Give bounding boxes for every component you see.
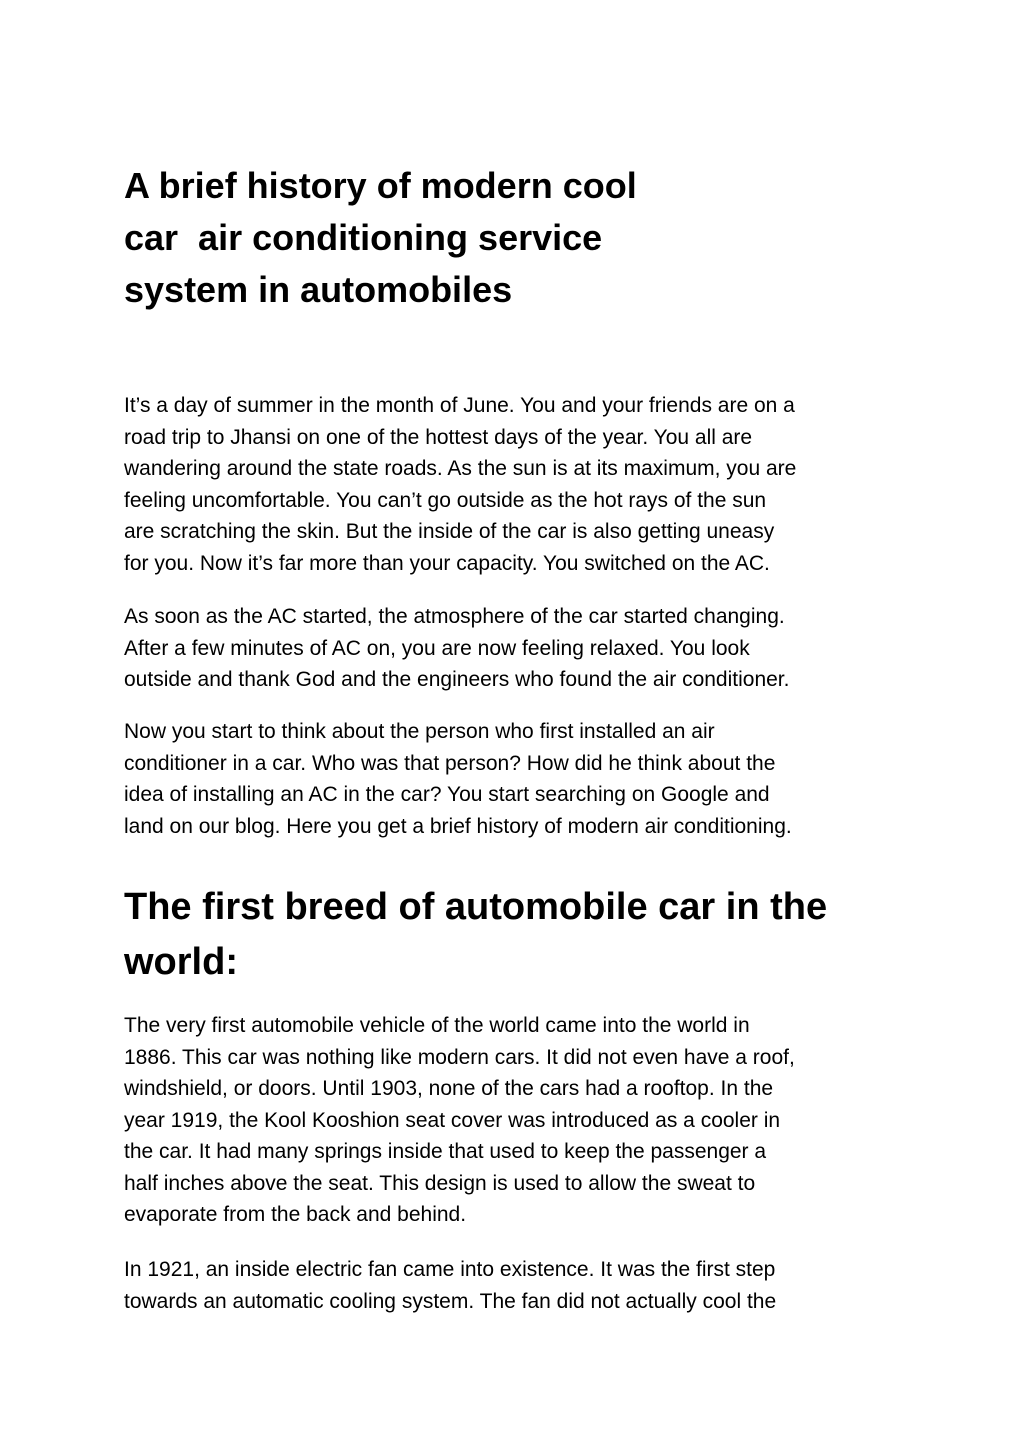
section-heading: [124, 880, 894, 990]
text-line: road trip to Jhansi on one of the hottest days of the year. You all are: [124, 425, 753, 449]
text-line: feeling uncomfortable. You can’t go outside as the hot rays of the sun: [124, 488, 767, 512]
text-line: As soon as the AC started, the atmosphere of the car started changing.: [124, 605, 785, 628]
text-line: the car. It had many springs inside that used to keep the passenger a: [124, 1140, 767, 1163]
text-line: conditioner in a car. Who was that person? How did he think about the: [124, 751, 776, 775]
text-line: 1886. This car was nothing like modern cars. It did not even have a roof,: [124, 1045, 795, 1069]
text-line: wandering around the state roads. As the sun is at its maximum, you are: [124, 457, 797, 480]
text-line: for you. Now it’s far more than your capacity. You switched on the AC.: [124, 551, 770, 575]
title-line: system in automobiles: [124, 269, 513, 310]
electric-fan-paragraph: [124, 1254, 894, 1317]
history-question-paragraph: [124, 716, 894, 842]
text-line: land on our blog. Here you get a brief history of modern air conditioning.: [124, 814, 792, 838]
intro-paragraph: [124, 390, 894, 579]
text-line: half inches above the seat. This design is used to allow the sweat to: [124, 1171, 756, 1195]
text-line: outside and thank God and the engineers who found the air conditioner.: [124, 668, 790, 691]
text-line: It’s a day of summer in the month of June. You and your friends are on a: [124, 394, 795, 417]
text-line: After a few minutes of AC on, you are now feeling relaxed. You look: [124, 636, 750, 660]
heading-line: The first breed of automobile car in the: [124, 886, 828, 928]
text-line: idea of installing an AC in the car? You start searching on Google and: [124, 783, 770, 806]
text-line: evaporate from the back and behind.: [124, 1203, 467, 1226]
text-line: windshield, or doors. Until 1903, none of the cars had a rooftop. In the: [124, 1077, 774, 1100]
title-line: car air conditioning service: [124, 217, 603, 258]
ac-started-paragraph: [124, 601, 894, 696]
heading-line: world:: [124, 941, 238, 983]
text-line: In 1921, an inside electric fan came into existence. It was the first step: [124, 1258, 776, 1281]
text-line: Now you start to think about the person who first installed an air: [124, 720, 715, 743]
document-title: [124, 160, 744, 316]
text-line: The very first automobile vehicle of the world came into the world in: [124, 1014, 750, 1037]
title-line: A brief history of modern cool: [124, 165, 637, 206]
text-line: are scratching the skin. But the inside of the car is also getting uneasy: [124, 520, 775, 543]
text-line: year 1919, the Kool Kooshion seat cover was introduced as a cooler in: [124, 1108, 781, 1132]
text-line: towards an automatic cooling system. The fan did not actually cool the: [124, 1289, 777, 1313]
first-car-paragraph: [124, 1010, 894, 1231]
